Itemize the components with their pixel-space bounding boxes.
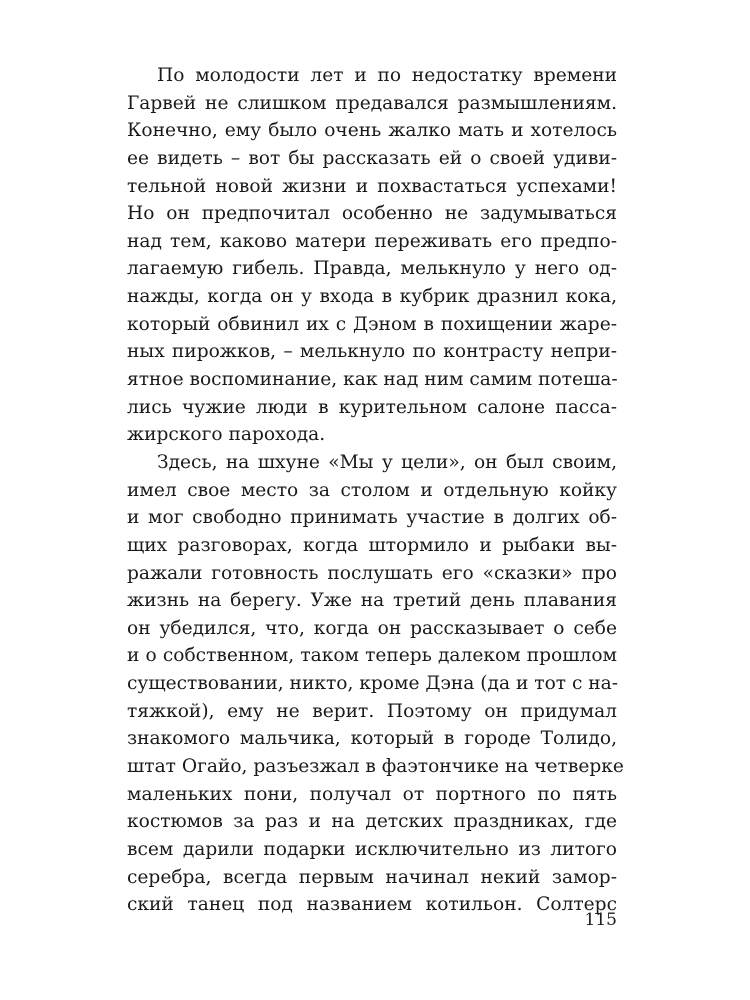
text-line: над тем, каково матери переживать его предпо- [127,230,617,252]
page-number: 115 [584,910,617,930]
text-line: Здесь, на шхуне «Мы у цели», он был своим, [157,451,617,473]
text-line: тельной новой жизни и похвастаться успехами! [127,175,617,197]
body-text [127,62,624,919]
text-line: ский танец под названием котильон. Солтерс [127,894,617,916]
text-line: нажды, когда он у входа в кубрик дразнил кока, [127,286,617,308]
text-line: Но он предпочитал особенно не задумываться [127,203,617,225]
text-line: штат Огайо, разъезжал в фаэтончике на четверке [127,756,624,778]
text-line: костюмов за раз и на детских праздниках, где [127,811,617,833]
text-line: щих разговорах, когда штормило и рыбаки вы- [127,534,617,556]
text-line: ражали готовность послушать его «сказки» про [127,562,617,584]
text-line: ных пирожков, – мелькнуло по контрасту непри- [127,341,617,363]
text-line: который обвинил их с Дэном в похищении жаре- [127,313,617,335]
text-line: По молодости лет и по недостатку времени [157,65,617,86]
text-line: серебра, всегда первым начинал некий замор- [127,866,617,888]
text-line: знакомого мальчика, который в городе Толидо, [127,728,617,750]
text-line: жизнь на берегу. Уже на третий день плавания [127,590,617,612]
text-line: он убедился, что, когда он рассказывает о себе [127,617,617,639]
text-line: Гарвей не слишком предавался размышлениям. [127,92,617,114]
text-line: всем дарили подарки исключительно из литого [127,838,617,860]
text-line: ее видеть – вот бы рассказать ей о своей удиви- [127,147,617,169]
text-line: и мог свободно принимать участие в долгих об- [127,507,617,529]
text-line: лись чужие люди в курительном салоне пасса- [127,396,617,418]
text-line: имел свое место за столом и отдельную койку [127,479,617,501]
text-line: Конечно, ему было очень жалко мать и хотелось [127,120,617,142]
text-line: и о собственном, таком теперь далеком прошлом [127,645,617,667]
text-line: маленьких пони, получал от портного по пять [127,783,617,805]
text-line: жирского парохода. [127,424,326,446]
text-line: существовании, никто, кроме Дэна (да и тот с на- [127,673,619,695]
text-line: ятное воспоминание, как над ним самим потеша- [127,369,618,391]
text-line: тяжкой), ему не верит. Поэтому он придумал [127,700,617,722]
text-line: лагаемую гибель. Правда, мелькнуло у него од- [127,258,617,280]
